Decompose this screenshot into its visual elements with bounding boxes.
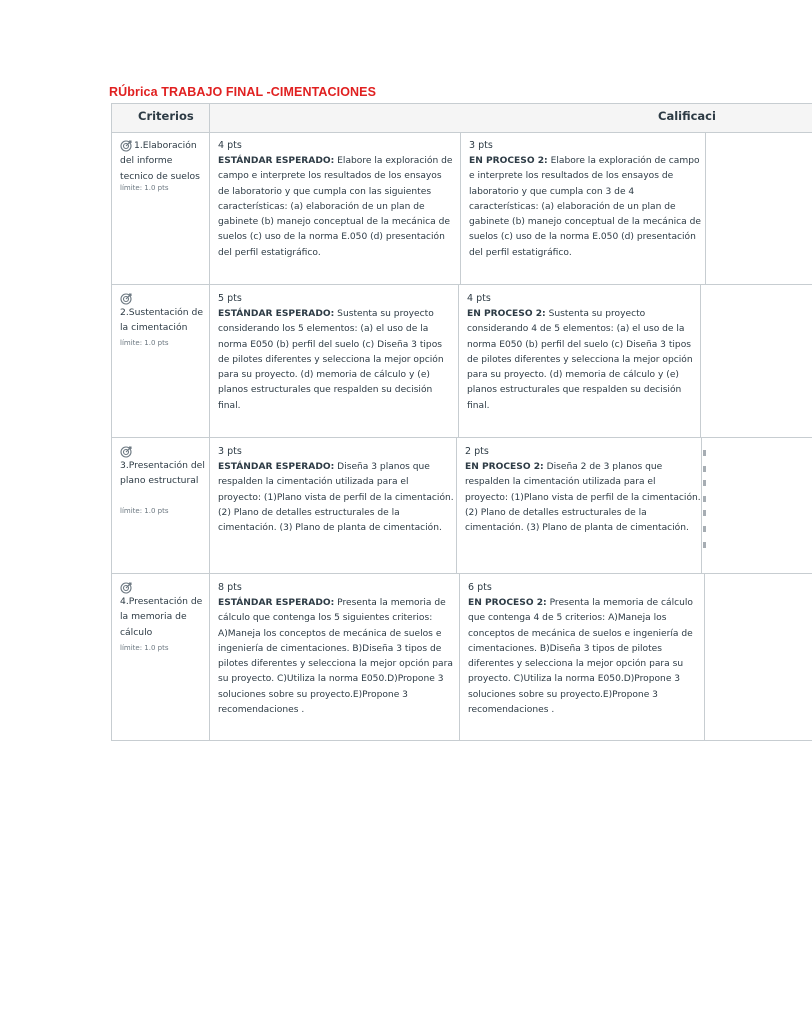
- rating-cell: [459, 285, 701, 437]
- rating-points: 8 pts: [218, 582, 242, 593]
- rating-label: ESTÁNDAR ESPERADO:: [218, 309, 335, 319]
- rating-cell: [210, 574, 460, 740]
- rating-description: [218, 154, 454, 261]
- header-criteria: Criterios: [138, 109, 194, 123]
- rating-text: Elabore la exploración de campo e interprete los resultados de los ensayos de laboratorio y que cumpla con las siguientes características: (a) elaboración de un plan de gabinete (b) manejo conceptual de la mecánica de suelos (c) uso de la norma E.050 (d) presentación del perfil estatigráfico.: [218, 156, 453, 258]
- header-ratings: Calificaci: [658, 109, 716, 123]
- rubric-table: [111, 103, 716, 741]
- rating-text: Presenta la memoria de cálculo que contenga 4 de 5 criterios: A)Maneja los conceptos de mecánica de suelos e ingeniería de cimentaciones. B)Diseña 3 tipos de pilotes diferentes y selecciona la mejor opción para su proyecto. C)Utiliza la norma E050.D)Propone 3 soluciones sobre su proyecto.E)Propone 3 recomendaciones .: [468, 598, 693, 716]
- rating-points: 4 pts: [218, 140, 242, 151]
- rating-text: Sustenta su proyecto considerando 4 de 5 elementos: (a) el uso de la norma E050 (b) perfil del suelo (c) Diseña 3 tipos de pilotes diferentes y selecciona la mejor opción para su proyecto. (d) memoria de cálculo y (e) planos estructurales que respalden su decisión final.: [467, 309, 693, 411]
- criterion-limit: límite: 1.0 pts: [120, 507, 169, 515]
- rating-points: 6 pts: [468, 582, 492, 593]
- clipped-column-fringe: [702, 438, 708, 573]
- rating-description: [218, 460, 454, 536]
- rubric-row-1: [112, 132, 812, 285]
- criterion-name: 2.Sustentación de la cimentación: [120, 307, 203, 334]
- criterion-name: 3.Presentación del plano estructural: [120, 460, 205, 487]
- rating-description: [468, 596, 704, 718]
- rating-description: [467, 307, 703, 414]
- criterion-limit: límite: 1.0 pts: [120, 184, 169, 192]
- rating-label: ESTÁNDAR ESPERADO:: [218, 462, 335, 472]
- rating-cell: [210, 438, 457, 573]
- criterion-limit: límite: 1.0 pts: [120, 644, 169, 652]
- rubric-row-4: [112, 574, 812, 741]
- criterion-limit: límite: 1.0 pts: [120, 339, 169, 347]
- header-divider: [209, 104, 210, 132]
- rubric-row-3: [112, 438, 812, 574]
- target-icon: [120, 582, 132, 594]
- rating-text: Presenta la memoria de cálculo que contenga los 5 siguientes criterios: A)Maneja los conceptos de mecánica de suelos e ingeniería de cimentaciones. B)Diseña 3 tipos de pilotes diferentes y selecciona la mejor opción para su proyecto. C)Utiliza la norma E050.D)Propone 3 soluciones sobre su proyecto.E)Propone 3 recomendaciones .: [218, 598, 453, 716]
- rating-label: ESTÁNDAR ESPERADO:: [218, 598, 335, 608]
- rating-label: EN PROCESO 2:: [465, 462, 544, 472]
- rating-text: Diseña 3 planos que respalden la cimentación utilizada para el proyecto: (1)Plano vista de perfil de la cimentación. (2) Plano de detalles estructurales de la cimentación. (3) Plano de planta de cimentación.: [218, 462, 454, 534]
- rating-cell: [457, 438, 702, 573]
- rating-points: 3 pts: [469, 140, 493, 151]
- rating-points: 3 pts: [218, 446, 242, 457]
- target-icon: [120, 293, 132, 305]
- document-title: RÚbrica TRABAJO FINAL -CIMENTACIONES: [109, 85, 377, 99]
- rating-cell: [210, 285, 459, 437]
- criterion-name: 4.Presentación de la memoria de cálculo: [120, 596, 203, 638]
- criterion-cell: [112, 574, 210, 740]
- rating-text: Diseña 2 de 3 planos que respalden la cimentación utilizada para el proyecto: (1)Plano vista de perfil de la cimentación. (2) Plano de detalles estructurales de la cimentación. (3) Plano de planta de cimentación.: [465, 462, 701, 534]
- rating-text: Elabore la exploración de campo e interprete los resultados de los ensayos de laboratorio y que cumpla con 3 de 4 características: (a) elaboración de un plan de gabinete (b) manejo conceptual de la mecánica de suelos (c) uso de la norma E.050 (d) presentación del perfil estatigráfico.: [469, 156, 701, 258]
- rating-description: [465, 460, 701, 536]
- rating-points: 2 pts: [465, 446, 489, 457]
- criterion-cell: [112, 438, 210, 573]
- criterion-cell: [112, 132, 210, 284]
- rating-cell: [460, 574, 705, 740]
- rating-label: EN PROCESO 2:: [469, 156, 548, 166]
- criterion-cell: [112, 285, 210, 437]
- rubric-row-2: [112, 285, 812, 438]
- rating-description: [469, 154, 705, 261]
- rubric-header: [112, 103, 812, 133]
- target-icon: [120, 446, 132, 458]
- rating-text: Sustenta su proyecto considerando los 5 elementos: (a) el uso de la norma E050 (b) perfil del suelo (c) Diseña 3 tipos de pilotes diferentes y selecciona la mejor opción para su proyecto. (d) memoria de cálculo y (e) planos estructurales que respalden su decisión final.: [218, 309, 444, 411]
- rating-cell: [210, 132, 461, 284]
- rating-points: 4 pts: [467, 293, 491, 304]
- criterion-name: 1.Elaboración del informe tecnico de suelos: [120, 140, 200, 182]
- rating-description: [218, 596, 454, 718]
- rating-description: [218, 307, 454, 414]
- rating-cell: [461, 132, 706, 284]
- rating-label: EN PROCESO 2:: [467, 309, 546, 319]
- rating-label: EN PROCESO 2:: [468, 598, 547, 608]
- rating-label: ESTÁNDAR ESPERADO:: [218, 156, 335, 166]
- rating-points: 5 pts: [218, 293, 242, 304]
